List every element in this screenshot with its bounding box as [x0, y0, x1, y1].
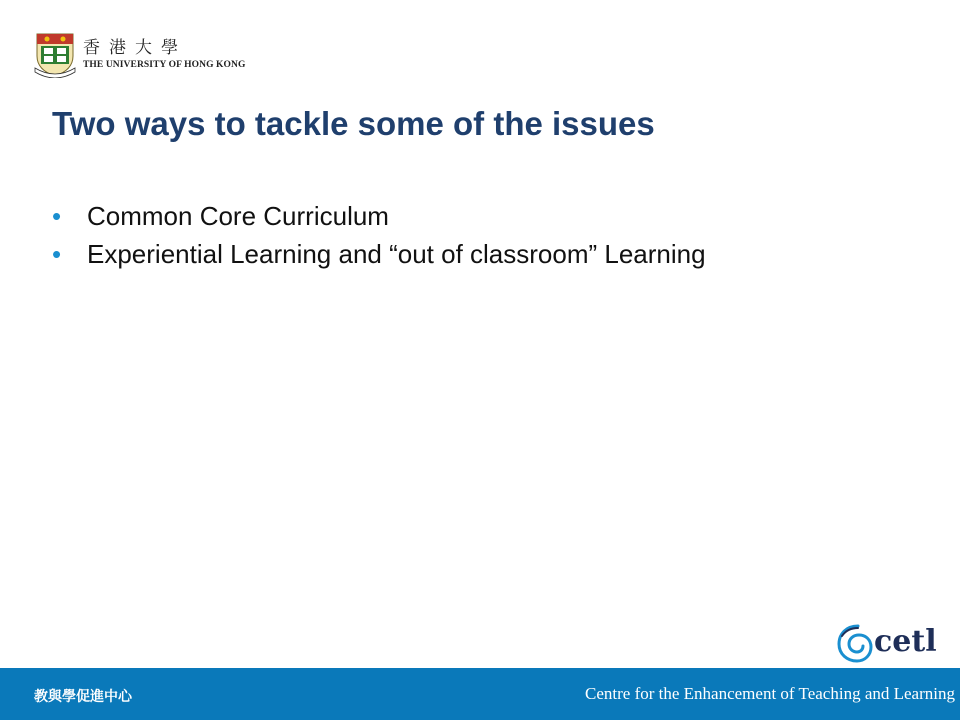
bullet-text: Experiential Learning and “out of classroom” Learning [87, 239, 706, 269]
university-english-name: THE UNIVERSITY OF HONG KONG [83, 60, 246, 70]
cetl-wordmark: cetl [874, 624, 937, 659]
bullet-item [52, 238, 812, 270]
bullet-text: Common Core Curriculum [87, 201, 389, 231]
footer-english-text: Centre for the Enhancement of Teaching and Learning [585, 684, 955, 703]
university-chinese-name: 香港大學 [83, 38, 187, 58]
university-crest-icon [33, 30, 77, 78]
cetl-logo [836, 622, 936, 666]
footer-chinese-text: 教與學促進中心 [34, 689, 132, 705]
slide-title: Two ways to tackle some of the issues [52, 105, 655, 142]
swirl-icon [836, 622, 876, 664]
footer-bar [0, 668, 960, 720]
bullet-item [52, 200, 812, 232]
bullet-marker: • [52, 201, 62, 231]
bullet-list [52, 200, 812, 276]
hku-logo [33, 30, 283, 82]
bullet-marker: • [52, 239, 62, 269]
